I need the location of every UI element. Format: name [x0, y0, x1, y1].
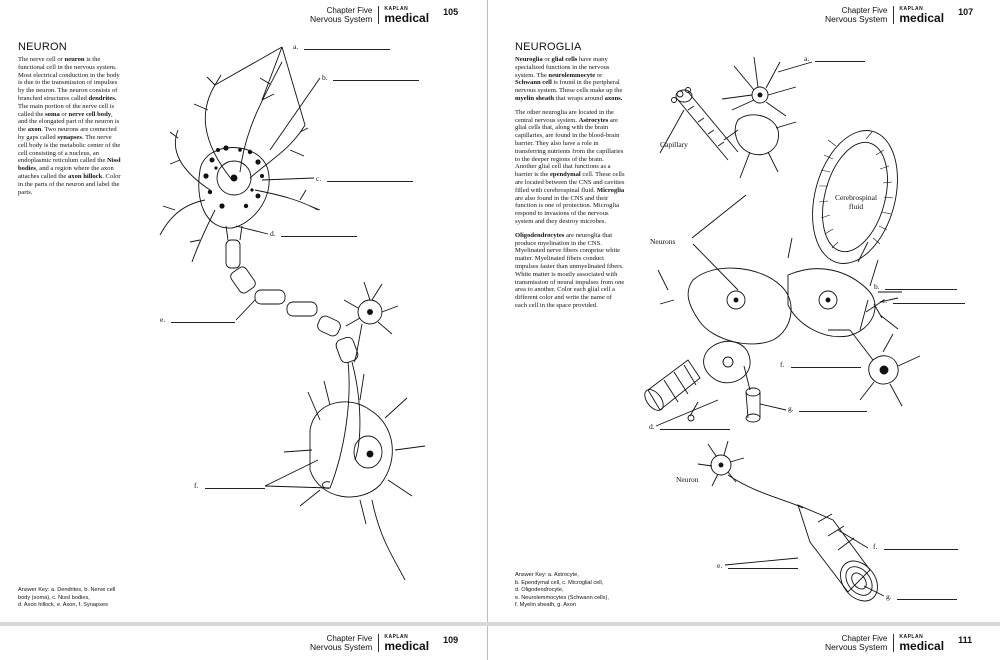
- answer-blank-e[interactable]: [728, 568, 798, 569]
- answer-blank-a[interactable]: [304, 49, 390, 50]
- answer-blank-a[interactable]: [815, 61, 865, 62]
- page-107: [487, 0, 1000, 622]
- page-111: [487, 626, 1000, 660]
- neuroglia-description: Neuroglia or glial cells have many specialized functions in the nervous system. The neurolemmocyte or Schwann cell is found in the peripheral nervous system. These cells make up the myelin sheath that wraps around axons. The other neuroglia are located in the central nervous system. Astrocytes are glial cells that, along with the brain capillaries, are found in the blood-brain barrier. They also have a role in transferring nutrients from the capillaries to the deeper regions of the brain. Another glial cell that functions as a barrier is the ependymal cell. These cells are located between the CNS and cavities filled with cerebrospinal fluid. Microglia are also found in the CNS and their function is one of protection. Microglia respond to invasions of the nervous system and they destroy microbes. Oligodendrocytes are neuroglia that produce myelination in the CNS. Myelinated nerve fibers comprise white matter. Myelinated fibers conduct impulses faster than unmyelinated fibers. White matter is mostly associated with transmission of neural impulses from one area to another. Color each glial cell a different color and write the name of each cell in the space provided.: [515, 56, 625, 309]
- page-number: 105: [443, 7, 459, 17]
- section-title: Nervous System: [825, 642, 888, 652]
- chapter-title: Chapter Five: [841, 6, 888, 15]
- chapter-heading: [310, 634, 379, 652]
- label-b: b.: [322, 73, 328, 82]
- label-a: a.: [804, 54, 810, 63]
- page-title: NEURON: [18, 41, 67, 53]
- brand-logo: KAPLAN medical: [899, 634, 945, 653]
- answer-blank-c[interactable]: [327, 181, 413, 182]
- chapter-title: Chapter Five: [326, 6, 373, 15]
- label-f: f.: [194, 481, 199, 490]
- brand-logo: KAPLAN medical: [899, 6, 945, 25]
- page-title: NEUROGLIA: [515, 41, 582, 53]
- label-f: f.: [780, 360, 785, 369]
- label-f-lower: f.: [873, 542, 878, 551]
- label-g: g.: [788, 404, 794, 413]
- neuroglia-diagram: [488, 0, 1000, 622]
- answer-blank-c[interactable]: [893, 303, 965, 304]
- label-e: e.: [717, 561, 723, 570]
- label-e: e.: [160, 315, 166, 324]
- chapter-heading: [825, 634, 894, 652]
- label-d: d.: [270, 229, 276, 238]
- answer-key: Answer Key: a. Dendrites, b. Nerve cell body (soma), c. Nissl bodies, d. Axon hillock, e. Axon, f. Synapses: [18, 587, 116, 609]
- answer-blank-d[interactable]: [281, 236, 357, 237]
- section-title: Nervous System: [310, 14, 373, 24]
- answer-blank-f-lower[interactable]: [884, 549, 958, 550]
- chapter-title: Chapter Five: [841, 634, 888, 643]
- label-d: d.: [649, 422, 655, 431]
- page-109: [0, 626, 487, 660]
- label-a: a.: [293, 42, 299, 51]
- brand-logo: KAPLAN medical: [384, 6, 430, 25]
- capillary-label: Capillary: [660, 140, 688, 149]
- page-number: 107: [958, 7, 974, 17]
- page-header: [310, 634, 458, 652]
- label-b: b.: [874, 282, 880, 291]
- chapter-title: Chapter Five: [326, 634, 373, 643]
- answer-blank-f[interactable]: [791, 367, 861, 368]
- answer-blank-b[interactable]: [333, 80, 419, 81]
- page-number: 109: [443, 635, 459, 645]
- answer-blank-g[interactable]: [799, 411, 867, 412]
- csf-label: Cerebrospinal fluid: [834, 193, 878, 211]
- section-title: Nervous System: [310, 642, 373, 652]
- brand-logo: KAPLAN medical: [384, 634, 430, 653]
- answer-blank-e[interactable]: [171, 322, 235, 323]
- neuron-diagram: [0, 0, 487, 622]
- neuron-description: The nerve cell or neuron is the functional cell in the nervous system. Most electrical conduction in the body is due to the transmission of impulses by the neuron. The neuron consists of branched structures called dendrites. The main portion of the nerve cell is called the soma or nerve cell body, and the elongated part of the neuron is the axon. Two neurons are connected by gaps called synapses. The nerve cell body is the metabolic center of the cell consisting of a nucleus, an endoplasmic reticulum called the Nissl bodies, and a region where the axon attaches called the axon hillock. Color in the parts of the neuron and label the parts.: [18, 56, 121, 196]
- label-g-lower: g.: [886, 592, 892, 601]
- answer-blank-d[interactable]: [660, 429, 730, 430]
- page-105: [0, 0, 487, 622]
- page-header: [825, 634, 972, 652]
- label-c: c.: [316, 174, 322, 183]
- answer-blank-g-lower[interactable]: [897, 599, 957, 600]
- neuron-label: Neuron: [676, 475, 699, 484]
- answer-blank-f[interactable]: [205, 488, 265, 489]
- answer-blank-b[interactable]: [885, 289, 957, 290]
- label-c: c.: [882, 296, 888, 305]
- neurons-label: Neurons: [650, 237, 676, 246]
- page-number: 111: [958, 635, 973, 645]
- section-title: Nervous System: [825, 14, 888, 24]
- answer-key: Answer Key: a. Astrocyte, b. Ependymal cell, c. Microglial cell, d. Oligodendrocyte, e. Neurolemmocytes (Schwann cells), f. Myelin sheath, g. Axon: [515, 572, 609, 609]
